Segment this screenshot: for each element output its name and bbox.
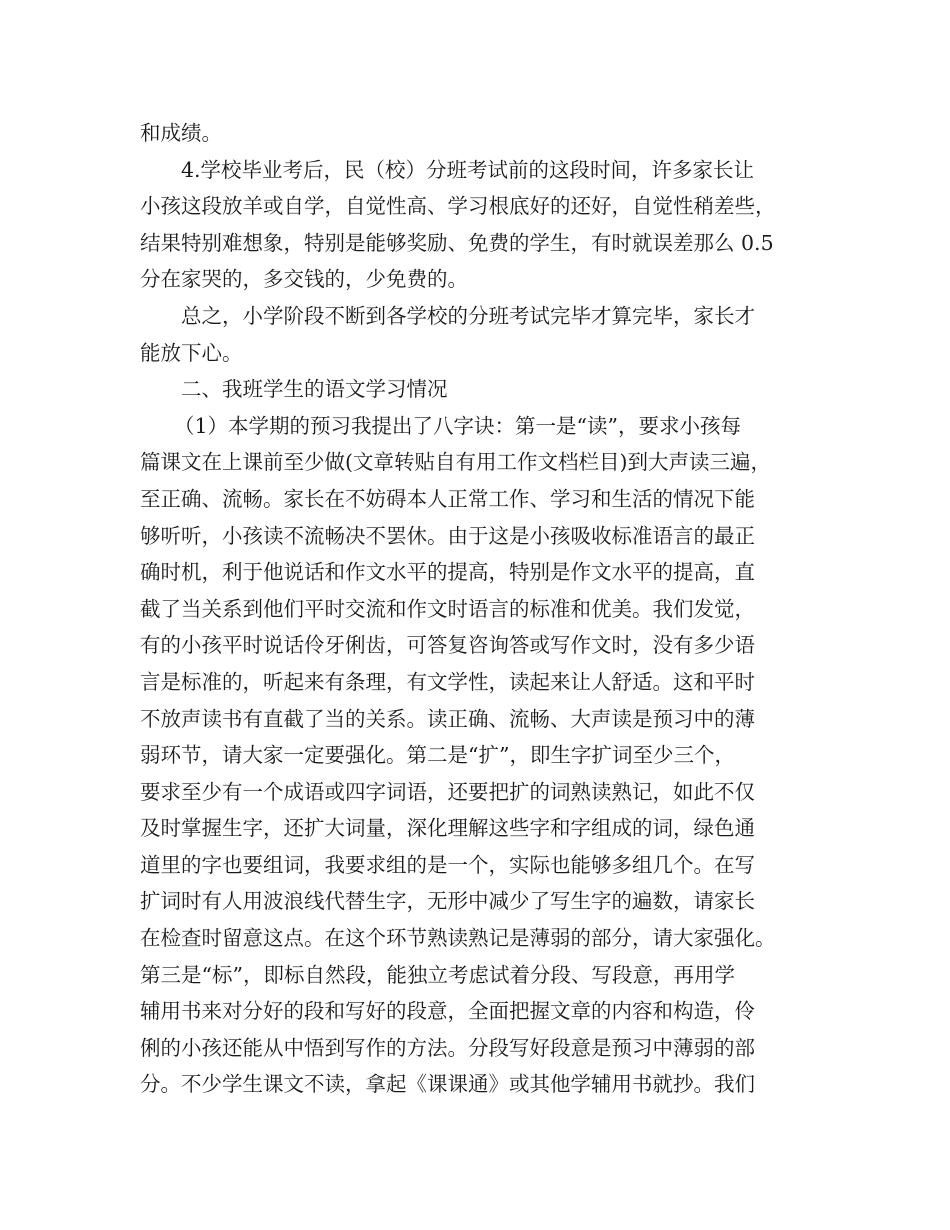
text-line: 道里的字也要组词，我要求组的是一个，实际也能够多组几个。在写 [140,852,755,877]
text-line: 小孩这段放羊或自学，自觉性高、学习根底好的还好，自觉性稍差些， [140,194,776,219]
text-line: 能放下心。 [140,340,243,365]
text-line: 在检查时留意这点。在这个环节熟读熟记是薄弱的部分，请大家强化。 [140,926,776,951]
text-line: 总之，小学阶段不断到各学校的分班考试完毕才算完毕，家长才 [181,303,755,328]
text-line: 言是标准的，听起来有条理，有文学性，读起来让人舒适。这和平时 [140,669,755,694]
text-line: 结果特别难想象，特别是能够奖励、免费的学生，有时就误差那么 0.5 [140,230,774,255]
text-line: 分在家哭的，多交钱的，少免费的。 [140,267,468,292]
text-line: 俐的小孩还能从中悟到写作的方法。分段写好段意是预习中薄弱的部 [140,1035,755,1060]
document-body [140,115,810,1103]
text-line: 分。不少学生课文不读，拿起《课课通》或其他学辅用书就抄。我们 [140,1072,755,1097]
text-line: 不放声读书有直截了当的关系。读正确、流畅、大声读是预习中的薄 [140,706,755,731]
text-line: 篇课文在上课前至少做(文章转贴自有用工作文档栏目)到大声读三遍， [140,450,771,475]
text-line: 弱环节，请大家一定要强化。第二是“扩”，即生字扩词至少三个， [140,743,735,768]
text-line: 辅用书来对分好的段和写好的段意，全面把握文章的内容和构造，伶 [140,999,755,1024]
text-line: 确时机，利于他说话和作文水平的提高，特别是作文水平的提高，直 [140,560,755,585]
text-line: 够听听，小孩读不流畅决不罢休。由于这是小孩吸收标准语言的最正 [140,523,755,548]
text-line: 要求至少有一个成语或四字词语，还要把扩的词熟读熟记，如此不仅 [140,779,755,804]
text-line: 扩词时有人用波浪线代替生字，无形中减少了写生字的遍数，请家长 [140,889,755,914]
text-line: 至正确、流畅。家长在不妨碍本人正常工作、学习和生活的情况下能 [140,486,755,511]
text-line: （1）本学期的预习我提出了八字诀：第一是“读”，要求小孩每 [174,413,742,438]
text-line: 截了当关系到他们平时交流和作文时语言的标准和优美。我们发觉， [140,596,755,621]
text-line: 第三是“标”，即标自然段，能独立考虑试着分段、写段意，再用学 [140,962,735,987]
text-line: 二、我班学生的语文学习情况 [181,377,448,402]
text-line: 和成绩。 [140,121,222,145]
text-line: 4.学校毕业考后，民（校）分班考试前的这段时间，许多家长让 [181,157,755,182]
text-line: 有的小孩平时说话伶牙俐齿，可答复咨询答或写作文时，没有多少语 [140,633,755,658]
text-line: 及时掌握生字，还扩大词量，深化理解这些字和字组成的词，绿色通 [140,816,755,841]
